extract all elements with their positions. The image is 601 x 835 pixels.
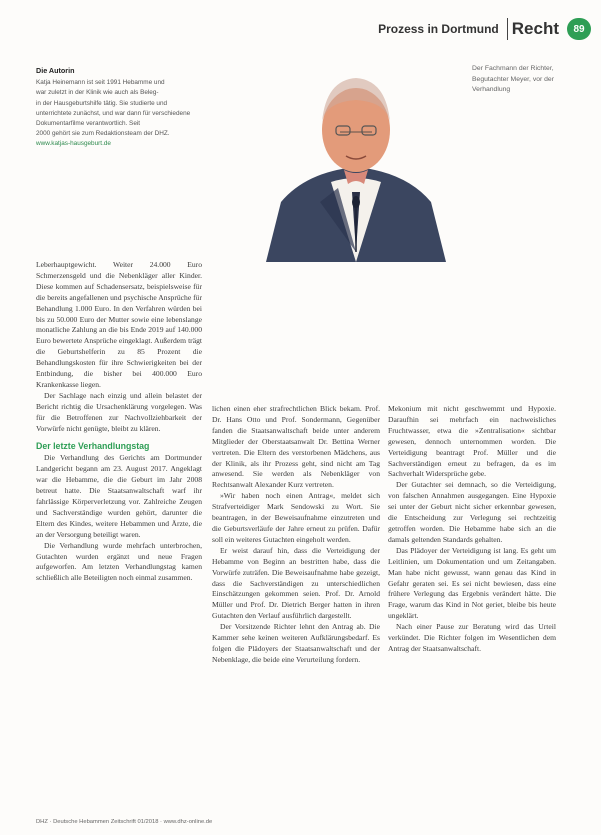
author-line: Dokumentarfilme verantwortlich. Seit [36, 120, 141, 128]
page-number-badge: 89 [567, 18, 591, 40]
article-paragraph: Mekonium mit nicht geschwemmt und Hypoxie. Daraufhin sei mehrfach ein nachweisliches Fruchtwasser, etwa die »Zentralisation« sichtbar gewesen, dennoch unternommen worden. Die Verteidigung beantragt Prof. Müller und die Sachverständigen erneut zu befragen, da es im Sachverhalt Widersprüche gebe. [388, 404, 556, 479]
article-paragraph: Das Plädoyer der Verteidigung ist lang. Es geht um Leitlinien, um Dokumentation und um Zeitangaben. Man habe nicht gewusst, wann genau das Kind in Gefahr geraten sei. Es sei nicht bewiesen, dass eine frühere Verlegung das Ergebnis verändert hätte. Die Frage, warum das Kind in Not geriet, bleibe bis heute ungeklärt. [388, 545, 556, 621]
author-line: Katja Heinemann ist seit 1991 Hebamme und [36, 79, 165, 87]
article-paragraph: lichen einen eher strafrechtlichen Blick bekam. Prof. Dr. Hans Otto und Prof. Sondermann, Gegenüber fanden die Staatsanwaltschaft beide unter anderem Mitglieder der Oberstaatsanwalt Dr. Bettina Werner vertreten. Die Eltern des verstorbenen Mädchens, aus der Klinik, als ihr Prozess geht, sind nicht am Tag anwesend. Sie werden als Nebenkläger von Rechtsanwalt Alexander Kurz vertreten. [212, 404, 380, 490]
author-line: in der Hausgeburtshilfe tätig. Sie studierte und [36, 99, 168, 107]
article-paragraph: »Wir haben noch einen Antrag«, meldet sich Strafverteidiger Mark Sendowski zu Wort. Sie beantragen, in der Beweisaufnahme einzutreten und die Geburtsverläufe der Jahre erneut zu prüfen. Dafür soll ein weiteres Gutachten eingeholt werden. [212, 491, 380, 544]
article-paragraph: Der Sachlage nach einzig und allein belastet der Bericht richtig die Ursachenklärung vorgelegen. Was für die Betroffenen zur Nachvollziehbarkeit der Vorwürfe nicht genügte, bleibt zu klären. [36, 390, 202, 433]
article-column-1 [36, 260, 202, 584]
page-header [378, 14, 591, 44]
illustration-caption: Der Fachmann der Richter, Begutachter Meyer, vor der Verhandlung [472, 65, 554, 93]
article-paragraph: Der Vorsitzende Richter lehnt den Antrag ab. Die Kammer sehe keinen weiteren Aufklärungsbedarf. Es folgen die Plädoyers der Staatsanwaltschaft und der Nebenklage, die beide eine Verurteilung fordern. [212, 622, 380, 664]
article-paragraph: Leberhauptgewicht. Weiter 24.000 Euro Schmerzensgeld und die Nebenkläger aller Kinder. Diese kommen auf Schadensersatz, beispielsweise für die bereits angefallenen und psychische Ansprüche für Behandlung 1.000 Euro. In den Verfahren würden bei bis zu 50.000 Euro der Mutter sowie eine lebenslange monatliche Zahlung an die bis Ende 2019 auf 140.000 Euro bewertete Ansprüche eingeklagt. Außerdem trägt die Geburtshelferin zu 85 Prozent die Behandlungskosten für ihre Schwierigkeiten bei der Entbindung, die bisher bei 400.000 Euro Krankenkasse liegen. [36, 260, 202, 389]
header-divider [507, 18, 508, 40]
article-paragraph: Die Verhandlung wurde mehrfach unterbrochen, Gutachten wurden ergänzt und neue Fragen aufgeworfen. Am letzten Verhandlungstag kamen schließlich alle Beteiligten noch einmal zusammen. [36, 540, 202, 583]
article-paragraph: Nach einer Pause zur Beratung wird das Urteil verkündet. Die Richter folgen im Wesentlichen dem Antrag der Staatsanwaltschaft. [388, 622, 556, 653]
article-paragraph: Der Gutachter sei demnach, so die Verteidigung, von falschen Annahmen ausgegangen. Eine Hypoxie sei unter der Geburt nicht sicher erkennbar gewesen, die Entscheidung zur Verlegung sei rechtzeitig getroffen worden. Die Hebamme habe sich an die damals geltenden Standards gehalten. [388, 480, 556, 544]
article-paragraph: Er weist darauf hin, dass die Verteidigung der Hebamme von Beginn an bestritten habe, dass die Vorwürfe zuträfen. Die Beweisaufnahme habe gezeigt, dass die Sachverständigen zu unterschiedlichen Einschätzungen gekommen seien. Prof. Dr. Arnold Müller und Prof. Dr. Dietrich Berger hatten in ihren Gutachten den Verlauf ausführlich dargestellt. [212, 545, 380, 621]
page-footer: DHZ · Deutsche Hebammen Zeitschrift 01/2018 · www.dhz-online.de [36, 819, 213, 825]
article-paragraph: Die Verhandlung des Gerichts am Dortmunder Landgericht begann am 23. August 2017. Angeklagt war die Hebamme, die die Geburt im Jahr 2008 betreut hatte. Die Staatsanwaltschaft warf ihr fahrlässige Körperverletzung vor. Zahlreiche Zeugen und Sachverständige wurden gehört, darunter die Eltern des Kindes, weitere Hebammen und Ärzte, die an der Versorgung beteiligt waren. [36, 453, 202, 539]
author-box [36, 66, 252, 150]
author-line: 2000 gehört sie zum Redaktionsteam der DHZ. [36, 130, 170, 138]
author-line: war zuletzt in der Klinik wie auch als Beleg- [36, 89, 159, 97]
author-box-title: Die Autorin [36, 66, 75, 75]
article-column-3 [388, 404, 556, 655]
author-line: unterrichtete zunächst, und war dann für verschiedene [36, 109, 191, 117]
section-title: Prozess in Dortmund [378, 22, 499, 36]
article-column-2 [212, 404, 380, 666]
section-heading: Der letzte Verhandlungstag [36, 440, 150, 451]
rubric-title: Recht [511, 19, 559, 38]
courtroom-sketch-illustration [246, 52, 466, 262]
author-website-link[interactable]: www.katjas-hausgeburt.de [36, 140, 111, 148]
